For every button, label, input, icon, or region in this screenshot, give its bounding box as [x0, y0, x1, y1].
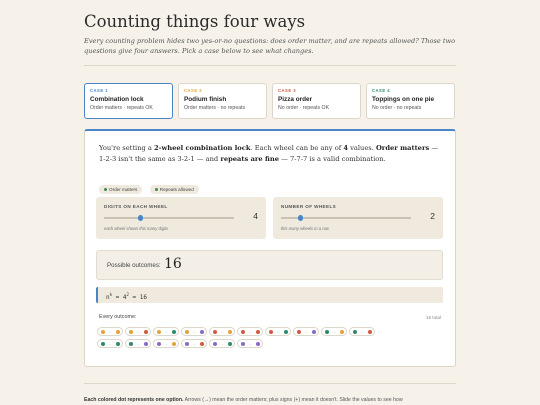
- arrow-icon: →: [136, 329, 140, 334]
- case-card-podium-finish[interactable]: [178, 83, 267, 119]
- option-dot-icon: [228, 330, 232, 334]
- rule-pills: [99, 178, 202, 192]
- pill-repeats-allowed: [150, 185, 199, 194]
- outcome-chip: [237, 327, 263, 336]
- option-dot-icon: [213, 330, 217, 334]
- pill-order-matters: [99, 185, 142, 194]
- intro-bold: repeats are fine: [220, 155, 279, 163]
- divider: [84, 65, 456, 66]
- case-selector: [84, 83, 456, 119]
- arrow-icon: →: [108, 329, 112, 334]
- outcome-chip: [237, 339, 263, 348]
- option-dot-icon: [284, 330, 288, 334]
- case-desc: No order · no repeats: [372, 105, 422, 111]
- case-name: Podium finish: [184, 96, 227, 103]
- outcome-chip: [265, 327, 291, 336]
- pill-label: Repeats allowed: [159, 187, 194, 192]
- arrow-icon: →: [164, 329, 168, 334]
- outcome-summary: [96, 250, 443, 280]
- digits-slider-track[interactable]: [104, 217, 234, 219]
- case-desc: Order matters · repeats OK: [90, 105, 153, 111]
- option-dot-icon: [213, 342, 217, 346]
- wheels-slider-box: [273, 197, 443, 239]
- arrow-icon: →: [220, 341, 224, 346]
- divider: [84, 383, 456, 384]
- formula: [96, 287, 443, 303]
- option-dot-icon: [116, 342, 120, 346]
- case-tag: CASE 4: [372, 88, 391, 93]
- option-dot-icon: [101, 342, 105, 346]
- option-dot-icon: [185, 330, 189, 334]
- pill-label: Order matters: [109, 187, 138, 192]
- arrow-icon: →: [304, 329, 308, 334]
- option-dot-icon: [172, 330, 176, 334]
- case-tag: CASE 2: [184, 88, 203, 93]
- case-tag: CASE 3: [278, 88, 297, 93]
- formula-part: = 4: [112, 294, 127, 301]
- intro-bold: 2-wheel combination lock: [154, 144, 251, 152]
- outcome-total: 16 total: [425, 315, 441, 320]
- outcome-chip: [321, 327, 347, 336]
- case-intro: [99, 143, 443, 165]
- option-dot-icon: [256, 342, 260, 346]
- case-desc: No order · repeats OK: [278, 105, 330, 111]
- check-dot-icon: [104, 188, 107, 191]
- outcome-chip: [153, 327, 179, 336]
- intro-text: — 1-2-3 isn't the same as 3-2-1 — and: [99, 144, 439, 163]
- slider-label: DIGITS ON EACH WHEEL: [104, 204, 168, 209]
- option-dot-icon: [353, 330, 357, 334]
- formula-part: k: [109, 292, 113, 297]
- slider-value: 2: [430, 211, 435, 221]
- outcome-chip: [209, 327, 235, 336]
- arrow-icon: →: [164, 341, 168, 346]
- arrow-icon: →: [136, 341, 140, 346]
- option-dot-icon: [200, 342, 204, 346]
- option-dot-icon: [144, 342, 148, 346]
- option-dot-icon: [116, 330, 120, 334]
- intro-bold: 4: [343, 144, 348, 152]
- option-dot-icon: [172, 342, 176, 346]
- arrow-icon: →: [192, 341, 196, 346]
- outcome-chip: [153, 339, 179, 348]
- slider-hint: this many wheels in a row: [281, 226, 329, 231]
- option-dot-icon: [185, 342, 189, 346]
- case-desc: Order matters · no repeats: [184, 105, 246, 111]
- wheels-slider-thumb[interactable]: [298, 215, 304, 221]
- arrow-icon: →: [332, 329, 336, 334]
- case-tag: CASE 1: [90, 88, 109, 93]
- arrow-icon: →: [360, 329, 364, 334]
- option-dot-icon: [325, 330, 329, 334]
- page-subtitle: Every counting problem hides two yes-or-no questions: does order matter, and are repeats allowed? Those two questions give four answers. Pick a case below to see what changes.: [84, 37, 456, 55]
- arrow-icon: →: [220, 329, 224, 334]
- outcome-chip: [181, 327, 207, 336]
- wheels-slider-track[interactable]: [281, 217, 411, 219]
- option-dot-icon: [200, 330, 204, 334]
- outcome-chip: [125, 327, 151, 336]
- check-dot-icon: [155, 188, 158, 191]
- formula-part: 2: [126, 292, 129, 297]
- arrow-icon: →: [276, 329, 280, 334]
- option-dot-icon: [157, 342, 161, 346]
- arrow-icon: →: [248, 341, 252, 346]
- page-title: Counting things four ways: [84, 12, 306, 31]
- option-dot-icon: [368, 330, 372, 334]
- option-dot-icon: [256, 330, 260, 334]
- case-name: Combination lock: [90, 96, 144, 103]
- option-dot-icon: [129, 330, 133, 334]
- arrow-icon: →: [248, 329, 252, 334]
- option-dot-icon: [129, 342, 133, 346]
- formula-part: n: [106, 294, 110, 301]
- outcome-chip: [97, 327, 123, 336]
- digits-slider-box: [96, 197, 266, 239]
- case-card-toppings[interactable]: [366, 83, 455, 119]
- formula-part: = 16: [128, 294, 147, 301]
- intro-text: values.: [347, 144, 376, 152]
- digits-slider-thumb[interactable]: [138, 215, 144, 221]
- footer-note: [84, 396, 456, 404]
- case-panel: [84, 129, 456, 367]
- case-card-pizza-order[interactable]: [272, 83, 361, 119]
- option-dot-icon: [340, 330, 344, 334]
- outcome-chip: [293, 327, 319, 336]
- option-dot-icon: [241, 342, 245, 346]
- outcome-chip: [97, 339, 123, 348]
- outcome-label: Possible outcomes:: [107, 262, 161, 269]
- slider-hint: each wheel shows this many digits: [104, 226, 169, 231]
- outcome-chip: [125, 339, 151, 348]
- footer-text: Arrows (→) mean the order matters; plus signs (+) mean it doesn't. Slide the values to see how: [183, 397, 403, 403]
- intro-text: — 7-7-7 is a valid combination.: [279, 155, 386, 163]
- option-dot-icon: [269, 330, 273, 334]
- option-dot-icon: [312, 330, 316, 334]
- outcome-value: 16: [164, 256, 182, 272]
- case-card-combination-lock[interactable]: [84, 83, 173, 119]
- intro-bold: Order matters: [375, 144, 430, 152]
- case-name: Pizza order: [278, 96, 313, 103]
- slider-value: 4: [253, 211, 258, 221]
- option-dot-icon: [144, 330, 148, 334]
- arrow-icon: →: [192, 329, 196, 334]
- footer-bold: Each colored dot represents one option.: [84, 397, 184, 403]
- every-outcome-label: Every outcome:: [99, 314, 137, 320]
- outcome-chip: [181, 339, 207, 348]
- intro-text: You're setting a: [99, 144, 155, 152]
- option-dot-icon: [101, 330, 105, 334]
- outcome-chip: [349, 327, 375, 336]
- outcome-chip: [209, 339, 235, 348]
- option-dot-icon: [228, 342, 232, 346]
- case-name: Toppings on one pie: [372, 96, 435, 103]
- option-dot-icon: [157, 330, 161, 334]
- option-dot-icon: [241, 330, 245, 334]
- slider-label: NUMBER OF WHEELS: [281, 204, 337, 209]
- option-dot-icon: [297, 330, 301, 334]
- arrow-icon: →: [108, 341, 112, 346]
- intro-text: . Each wheel can be any of: [250, 144, 344, 152]
